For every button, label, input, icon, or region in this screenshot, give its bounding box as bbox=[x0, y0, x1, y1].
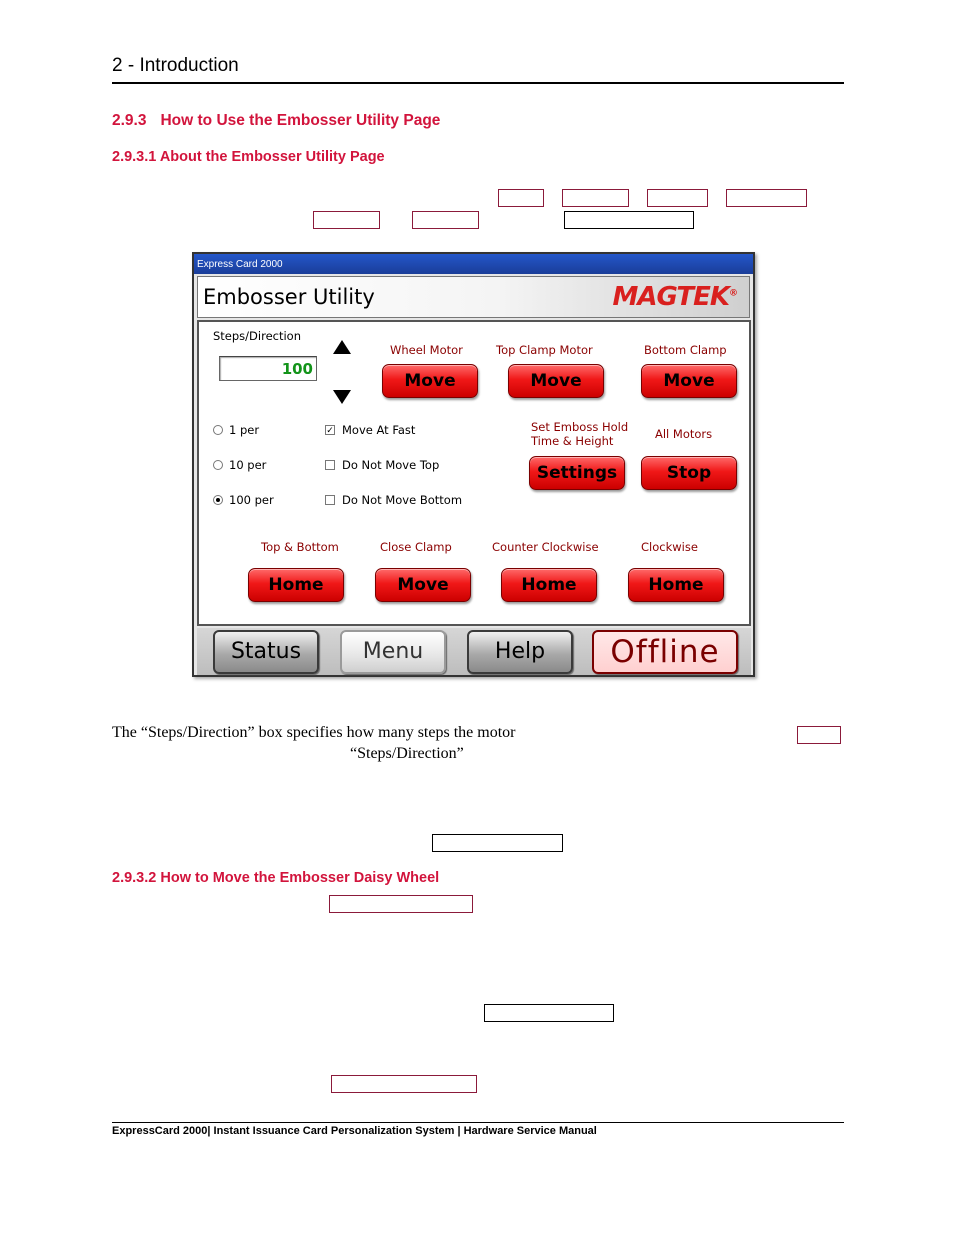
do-not-move-bottom-label: Do Not Move Bottom bbox=[342, 493, 463, 507]
xref-link[interactable] bbox=[432, 834, 563, 852]
steps-direction-input[interactable]: 100 bbox=[219, 356, 317, 381]
radio-1-per[interactable] bbox=[213, 425, 223, 435]
utility-panel bbox=[197, 320, 751, 626]
section-title: How to Use the Embosser Utility Page bbox=[160, 112, 441, 129]
xref-link[interactable] bbox=[726, 189, 807, 207]
do-not-move-top-label: Do Not Move Top bbox=[342, 458, 440, 472]
bottom-clamp-label: Bottom Clamp bbox=[644, 343, 727, 357]
settings-button[interactable]: Settings bbox=[529, 456, 625, 490]
paragraph-steps-direction: The “Steps/Direction” box specifies how many steps the motor bbox=[112, 724, 516, 741]
move-at-fast-label: Move At Fast bbox=[342, 423, 416, 437]
counter-clockwise-home-button[interactable]: Home bbox=[501, 568, 597, 602]
footer-rule bbox=[112, 1122, 844, 1123]
wheel-motor-label: Wheel Motor bbox=[390, 343, 463, 357]
page-footer: ExpressCard 2000| Instant Issuance Card Personalization System | Hardware Service Manual bbox=[112, 1125, 597, 1137]
xref-link[interactable] bbox=[797, 726, 841, 744]
status-button[interactable]: Status bbox=[213, 630, 319, 674]
radio-1-per-label: 1 per bbox=[229, 423, 260, 437]
section-number: 2.9.3 bbox=[112, 112, 147, 129]
xref-link[interactable] bbox=[647, 189, 708, 207]
top-clamp-move-button[interactable]: Move bbox=[508, 364, 604, 398]
window-titlebar: Express Card 2000 bbox=[194, 254, 753, 274]
xref-link[interactable] bbox=[498, 189, 544, 207]
offline-button[interactable]: Offline bbox=[592, 630, 738, 674]
top-bottom-home-button[interactable]: Home bbox=[248, 568, 344, 602]
app-header bbox=[197, 276, 750, 318]
clockwise-label: Clockwise bbox=[641, 540, 698, 554]
move-at-fast-checkbox[interactable]: ✓ bbox=[326, 425, 334, 435]
app-title: Embosser Utility bbox=[203, 285, 375, 309]
xref-link[interactable] bbox=[313, 211, 380, 229]
close-clamp-move-button[interactable]: Move bbox=[375, 568, 471, 602]
menu-button[interactable]: Menu bbox=[340, 630, 446, 674]
bottom-clamp-move-button[interactable]: Move bbox=[641, 364, 737, 398]
close-clamp-label: Close Clamp bbox=[380, 540, 452, 554]
emboss-hold-label: Set Emboss Hold bbox=[531, 420, 629, 434]
do-not-move-top-checkbox[interactable] bbox=[325, 460, 335, 470]
radio-10-per[interactable] bbox=[213, 460, 223, 470]
embosser-utility-screenshot bbox=[192, 252, 755, 677]
help-button[interactable]: Help bbox=[467, 630, 573, 674]
paragraph-steps-direction-line2: “Steps/Direction” bbox=[350, 745, 464, 762]
counter-clockwise-label: Counter Clockwise bbox=[492, 540, 599, 554]
chapter-title: 2 - Introduction bbox=[112, 55, 239, 76]
up-arrow-icon[interactable] bbox=[333, 340, 351, 354]
xref-link[interactable] bbox=[331, 1075, 477, 1093]
xref-link[interactable] bbox=[329, 895, 473, 913]
brand-logo: MAGTEK® bbox=[612, 282, 737, 312]
top-bottom-label: Top & Bottom bbox=[261, 540, 339, 554]
stop-all-motors-button[interactable]: Stop bbox=[641, 456, 737, 490]
subsection-heading-daisy-wheel: 2.9.3.2 How to Move the Embosser Daisy Wheel bbox=[112, 870, 440, 886]
chapter-rule bbox=[112, 82, 844, 84]
xref-link[interactable] bbox=[564, 211, 694, 229]
wheel-motor-move-button[interactable]: Move bbox=[382, 364, 478, 398]
all-motors-label: All Motors bbox=[655, 427, 713, 441]
radio-100-per-label: 100 per bbox=[229, 493, 274, 507]
radio-10-per-label: 10 per bbox=[229, 458, 267, 472]
xref-link[interactable] bbox=[412, 211, 479, 229]
bottom-nav-bar bbox=[197, 628, 751, 675]
emboss-hold-label-line2: Time & Height bbox=[531, 434, 614, 448]
xref-link[interactable] bbox=[562, 189, 629, 207]
section-heading bbox=[112, 112, 440, 130]
subsection-heading-about: 2.9.3.1 About the Embosser Utility Page bbox=[112, 149, 385, 165]
steps-direction-label: Steps/Direction bbox=[213, 329, 302, 343]
radio-100-per[interactable] bbox=[213, 495, 223, 505]
down-arrow-icon[interactable] bbox=[333, 390, 351, 404]
do-not-move-bottom-checkbox[interactable] bbox=[325, 495, 335, 505]
top-clamp-motor-label: Top Clamp Motor bbox=[496, 343, 593, 357]
xref-link[interactable] bbox=[484, 1004, 614, 1022]
clockwise-home-button[interactable]: Home bbox=[628, 568, 724, 602]
